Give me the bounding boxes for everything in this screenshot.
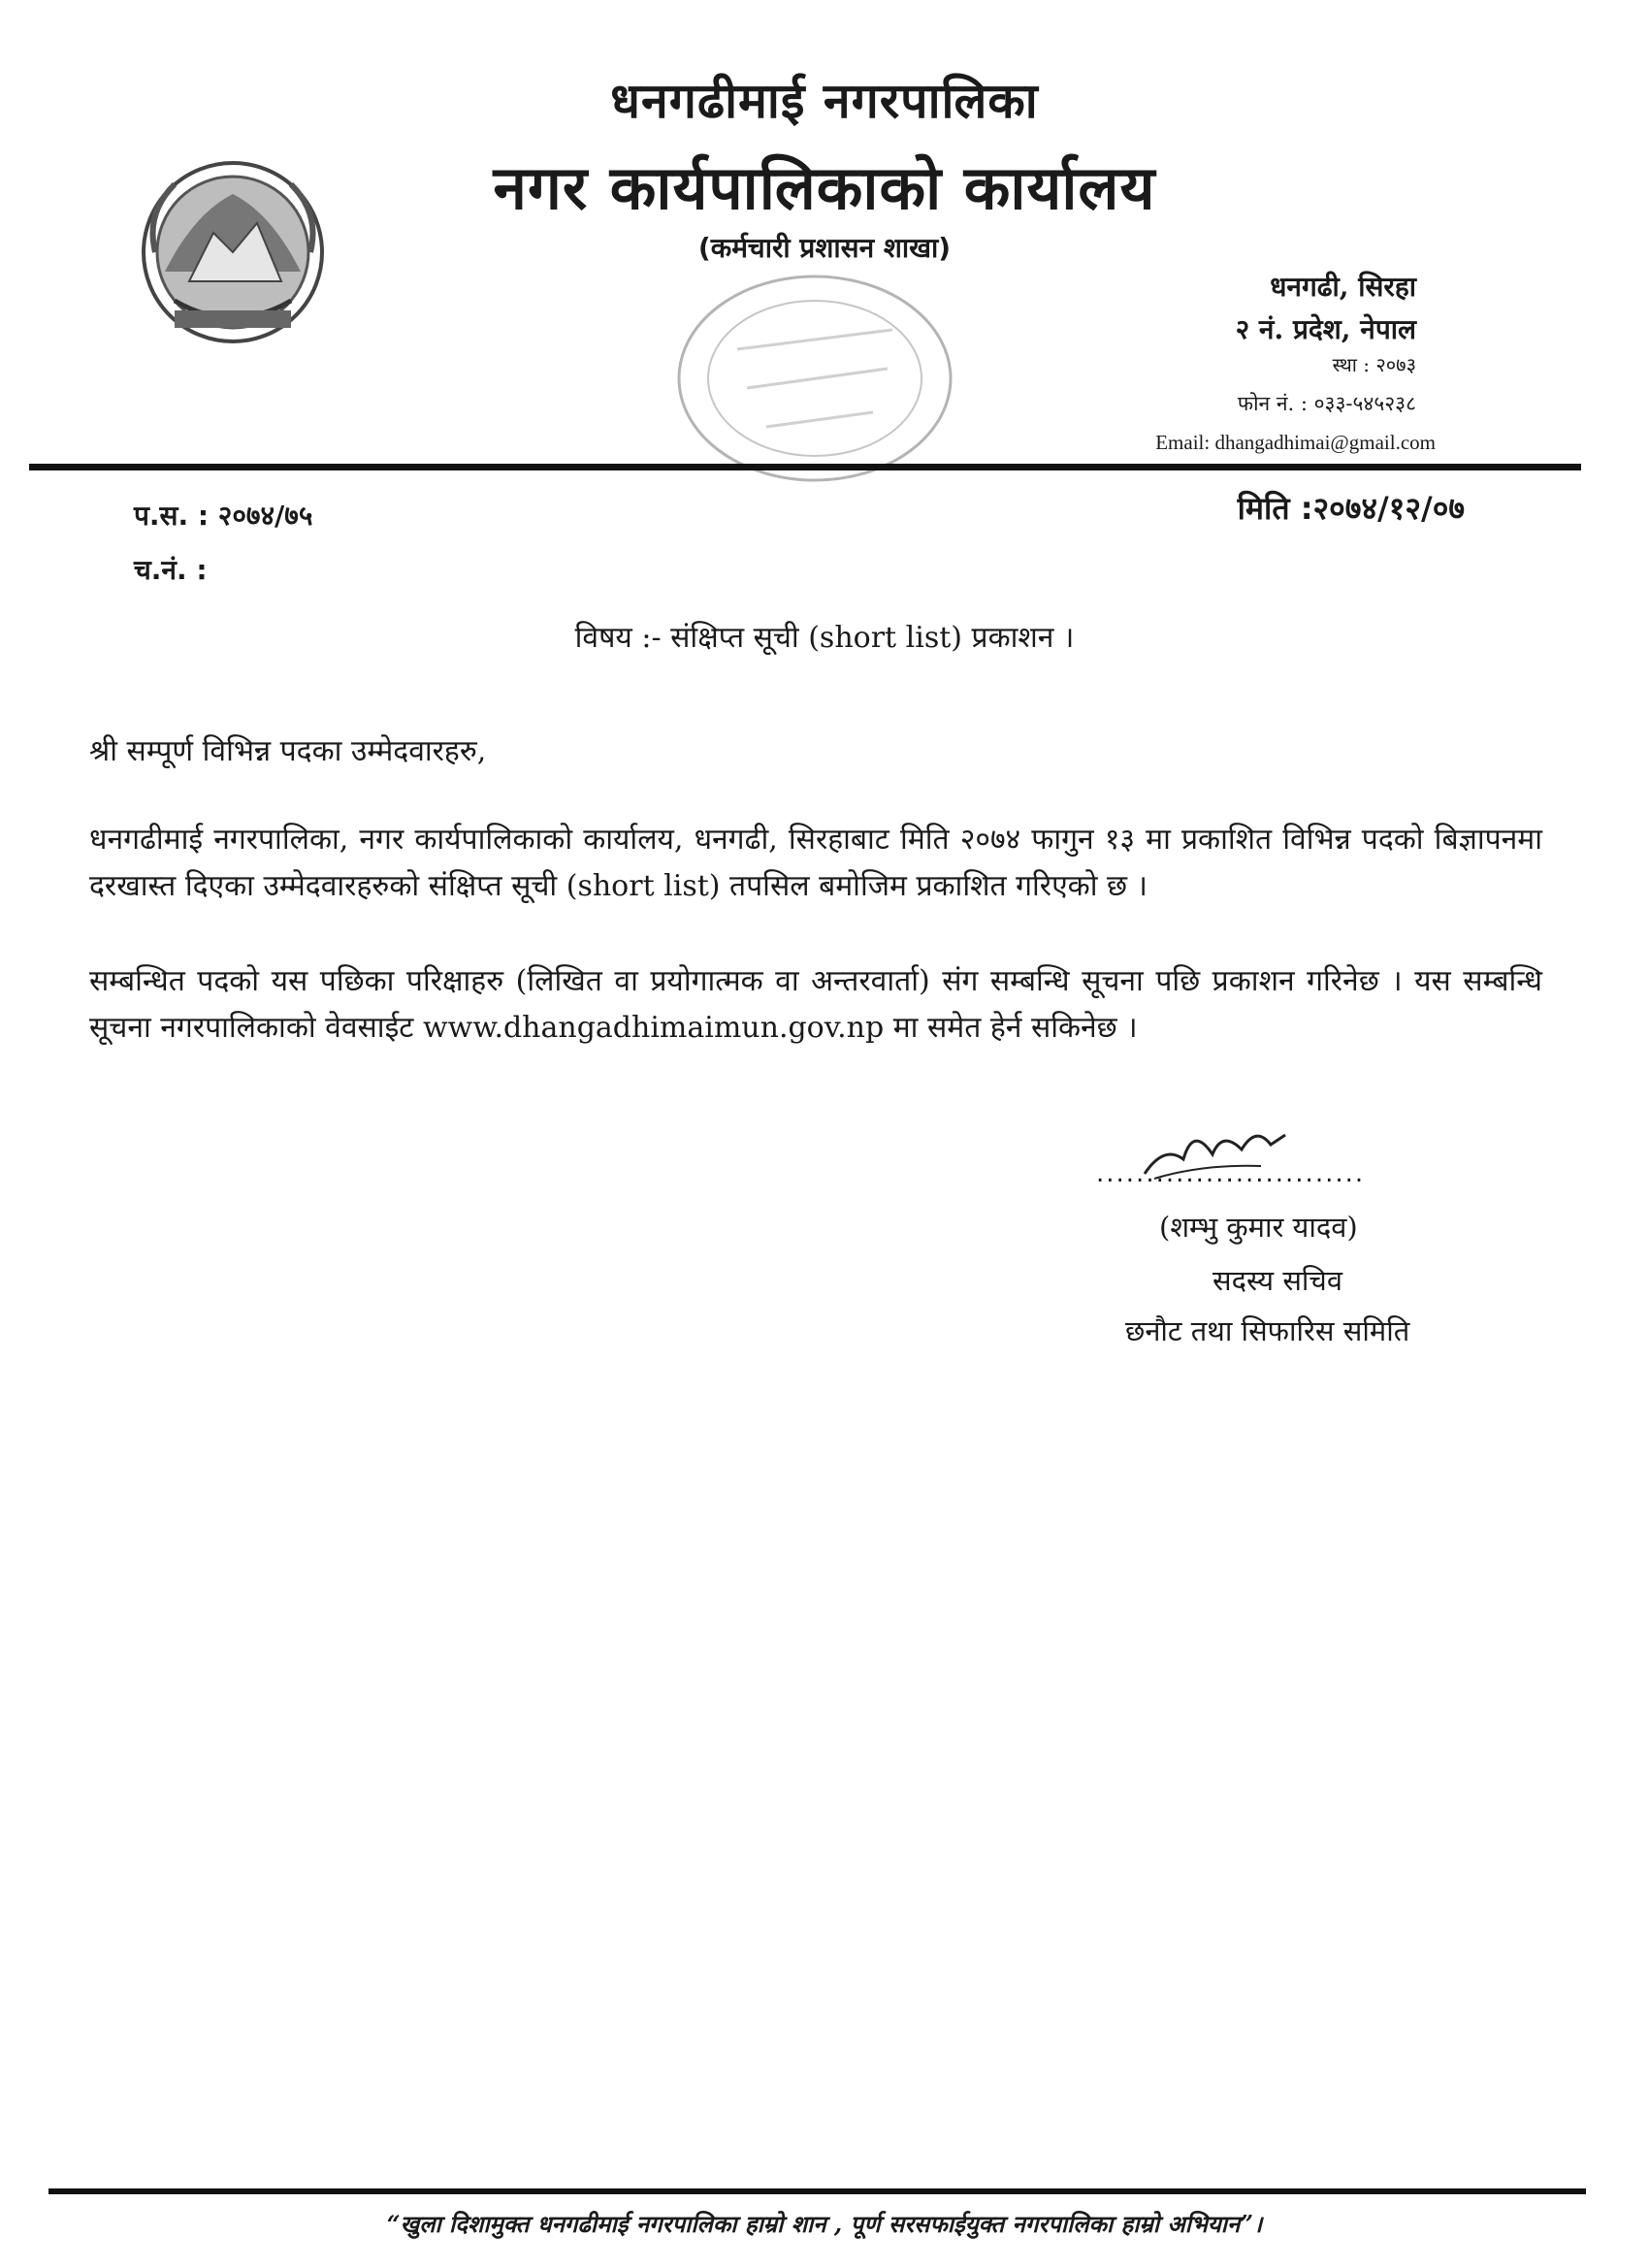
signatory-role: सदस्य सचिव — [1212, 1264, 1342, 1297]
section-name: (कर्मचारी प्रशासन शाखा) — [697, 232, 952, 264]
footer-slogan: “खुला दिशामुक्त धनगढीमाई नगरपालिका हाम्रो शान , पूर्ण सरसफाईयुक्त नगरपालिका हाम्रो अभियान”। — [386, 2210, 1263, 2238]
signatory-committee: छनौट तथा सिफारिस समिति — [1125, 1314, 1410, 1347]
signature-line: ........................... — [1096, 1159, 1366, 1188]
address-province: २ नं. प्रदेश, नेपाल — [1235, 313, 1416, 345]
subject-line: विषय :- संक्षिप्त सूची (short list) प्रकाशन । — [574, 621, 1075, 655]
established-year: स्था : २०७३ — [1332, 353, 1416, 376]
office-name: नगर कार्यपालिकाको कार्यालय — [493, 152, 1156, 223]
body-paragraph-1: धनगढीमाई नगरपालिका, नगर कार्यपालिकाको कार्यालय, धनगढी, सिरहाबाट मिति २०७४ फागुन १३ मा प्रकाशित विभिन्न पदको बिज्ञापनमा दरखास्त दिएका उम्मेदवारहरुको संक्षिप्त सूची (short list) तपसिल बमोजिम प्रकाशित गरिएको छ । — [89, 823, 1542, 903]
letter-date: मिति :२०७४/१२/०७ — [1237, 490, 1465, 527]
address-place: धनगढी, सिरहा — [1270, 271, 1416, 303]
signatory-name: (शम्भु कुमार यादव) — [1159, 1211, 1358, 1244]
body-paragraph-2: सम्बन्धित पदको यस पछिका परिक्षाहरु (लिखित वा प्रयोगात्मक वा अन्तरवार्ता) संग सम्बन्धि सूचना पछि प्रकाशन गरिनेछ । यस सम्बन्धि सूचना नगरपालिकाको वेवसाईट www.dhangadhimaimun.gov.np मा समेत हेर्न सकिनेछ । — [89, 964, 1542, 1045]
letter-reference-number: प.स. : २०७४/७५ — [134, 500, 313, 532]
email-address: Email: dhangadhimai@gmail.com — [1155, 431, 1436, 454]
phone-number: फोन नं. : ०३३-५४५२३८ — [1237, 392, 1416, 415]
footer-divider — [48, 2188, 1586, 2194]
dispatch-number: च.नं. : — [134, 554, 208, 586]
salutation: श्री सम्पूर्ण विभिन्न पदका उम्मेदवारहरु, — [89, 734, 487, 768]
municipality-name: धनगढीमाई नगरपालिका — [610, 73, 1039, 129]
office-stamp-icon — [669, 262, 960, 495]
header-divider — [29, 464, 1581, 470]
